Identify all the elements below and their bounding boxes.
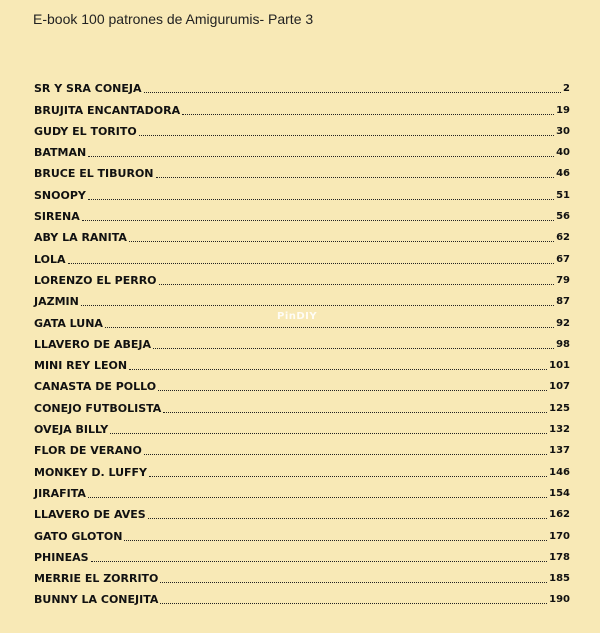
toc-entry-page-number: 30 — [556, 125, 570, 137]
toc-dot-leader — [81, 304, 554, 306]
toc-entry-title: BATMAN — [34, 146, 87, 160]
toc-entry-page-number: 137 — [549, 445, 570, 457]
toc-entry-title: GUDY EL TORITO — [34, 124, 137, 138]
toc-entry-title: SR Y SRA CONEJA — [34, 82, 142, 96]
toc-entry-title: JIRAFITA — [34, 486, 86, 500]
toc-entry[interactable] — [34, 118, 570, 139]
toc-entry-page-number: 98 — [556, 338, 570, 350]
toc-entry-title: LOLA — [34, 252, 66, 266]
watermark-text: PinDIY — [277, 311, 318, 322]
toc-entry-title: ABY LA RANITA — [34, 231, 127, 245]
toc-entry-title: MERRIE EL ZORRITO — [34, 572, 159, 586]
toc-entry[interactable] — [34, 373, 570, 394]
toc-entry-title: GATO GLOTON — [34, 529, 123, 543]
toc-entry[interactable] — [34, 181, 570, 202]
toc-dot-leader — [149, 475, 547, 477]
toc-entry-page-number: 185 — [549, 573, 570, 585]
toc-dot-leader — [124, 539, 547, 541]
toc-dot-leader — [160, 581, 547, 583]
toc-entry-page-number: 107 — [549, 381, 570, 393]
toc-entry[interactable] — [34, 522, 570, 543]
toc-dot-leader — [91, 560, 548, 562]
toc-entry[interactable] — [34, 586, 570, 607]
toc-entry-title: BRUCE EL TIBURON — [34, 167, 154, 181]
toc-dot-leader — [159, 283, 555, 285]
toc-dot-leader — [129, 368, 547, 370]
toc-entry-page-number: 46 — [556, 168, 570, 180]
toc-entry-title: BUNNY LA CONEJITA — [34, 593, 159, 607]
toc-entry-page-number: 170 — [549, 530, 570, 542]
toc-entry[interactable] — [34, 139, 570, 160]
toc-entry-title: SIRENA — [34, 210, 80, 224]
toc-entry-title: CANASTA DE POLLO — [34, 380, 157, 394]
toc-entry-page-number: 40 — [556, 147, 570, 159]
toc-entry-title: BRUJITA ENCANTADORA — [34, 103, 181, 117]
toc-dot-leader — [88, 155, 554, 157]
toc-entry[interactable] — [34, 75, 570, 96]
toc-dot-leader — [82, 219, 554, 221]
toc-entry-title: MONKEY D. LUFFY — [34, 465, 148, 479]
toc-entry-page-number: 19 — [556, 104, 570, 116]
toc-entry-page-number: 62 — [556, 232, 570, 244]
toc-entry-page-number: 154 — [549, 487, 570, 499]
toc-entry[interactable] — [34, 480, 570, 501]
table-of-contents — [34, 75, 570, 607]
toc-dot-leader — [144, 91, 562, 93]
toc-entry-page-number: 79 — [556, 274, 570, 286]
toc-entry-page-number: 190 — [549, 594, 570, 606]
toc-entry-title: LLAVERO DE AVES — [34, 508, 146, 522]
toc-dot-leader — [148, 517, 547, 519]
toc-dot-leader — [88, 198, 554, 200]
toc-entry[interactable] — [34, 501, 570, 522]
toc-entry-title: GATA LUNA — [34, 316, 103, 330]
toc-entry-page-number: 92 — [556, 317, 570, 329]
toc-dot-leader — [105, 326, 554, 328]
toc-entry-page-number: 101 — [549, 360, 570, 372]
toc-dot-leader — [182, 113, 554, 115]
toc-entry[interactable] — [34, 416, 570, 437]
toc-entry-page-number: 51 — [556, 189, 570, 201]
toc-dot-leader — [158, 389, 547, 391]
toc-entry-page-number: 162 — [549, 509, 570, 521]
toc-entry-title: CONEJO FUTBOLISTA — [34, 401, 162, 415]
toc-entry-title: FLOR DE VERANO — [34, 444, 142, 458]
toc-entry[interactable] — [34, 565, 570, 586]
toc-entry[interactable] — [34, 394, 570, 415]
toc-dot-leader — [110, 432, 547, 434]
toc-entry-title: LORENZO EL PERRO — [34, 273, 157, 287]
toc-entry[interactable] — [34, 544, 570, 565]
toc-dot-leader — [163, 411, 547, 413]
toc-entry-title: LLAVERO DE ABEJA — [34, 337, 151, 351]
toc-entry[interactable] — [34, 309, 570, 330]
toc-entry-page-number: 2 — [563, 83, 570, 95]
toc-entry-page-number: 67 — [556, 253, 570, 265]
toc-dot-leader — [153, 347, 554, 349]
toc-entry[interactable] — [34, 352, 570, 373]
toc-entry[interactable] — [34, 331, 570, 352]
toc-entry-page-number: 87 — [556, 296, 570, 308]
toc-entry[interactable] — [34, 458, 570, 479]
toc-entry[interactable] — [34, 203, 570, 224]
toc-dot-leader — [156, 176, 555, 178]
toc-entry-page-number: 146 — [549, 466, 570, 478]
toc-dot-leader — [129, 240, 554, 242]
toc-entry[interactable] — [34, 267, 570, 288]
toc-dot-leader — [144, 453, 547, 455]
toc-entry-page-number: 125 — [549, 402, 570, 414]
toc-entry-page-number: 178 — [549, 551, 570, 563]
toc-entry-page-number: 56 — [556, 211, 570, 223]
toc-dot-leader — [139, 134, 554, 136]
toc-entry-title: OVEJA BILLY — [34, 423, 109, 437]
toc-entry-title: PHINEAS — [34, 550, 89, 564]
toc-entry[interactable] — [34, 224, 570, 245]
toc-entry[interactable] — [34, 245, 570, 266]
toc-dot-leader — [88, 496, 547, 498]
toc-entry[interactable] — [34, 160, 570, 181]
document-header-title: E-book 100 patrones de Amigurumis- Parte 3 — [33, 11, 314, 27]
toc-entry[interactable] — [34, 288, 570, 309]
toc-dot-leader — [68, 262, 555, 264]
toc-entry[interactable] — [34, 437, 570, 458]
toc-entry-page-number: 132 — [549, 424, 570, 436]
toc-entry-title: SNOOPY — [34, 188, 86, 202]
toc-entry[interactable] — [34, 96, 570, 117]
toc-entry-title: JAZMIN — [34, 295, 79, 309]
toc-dot-leader — [160, 602, 547, 604]
toc-entry-title: MINI REY LEON — [34, 359, 128, 373]
